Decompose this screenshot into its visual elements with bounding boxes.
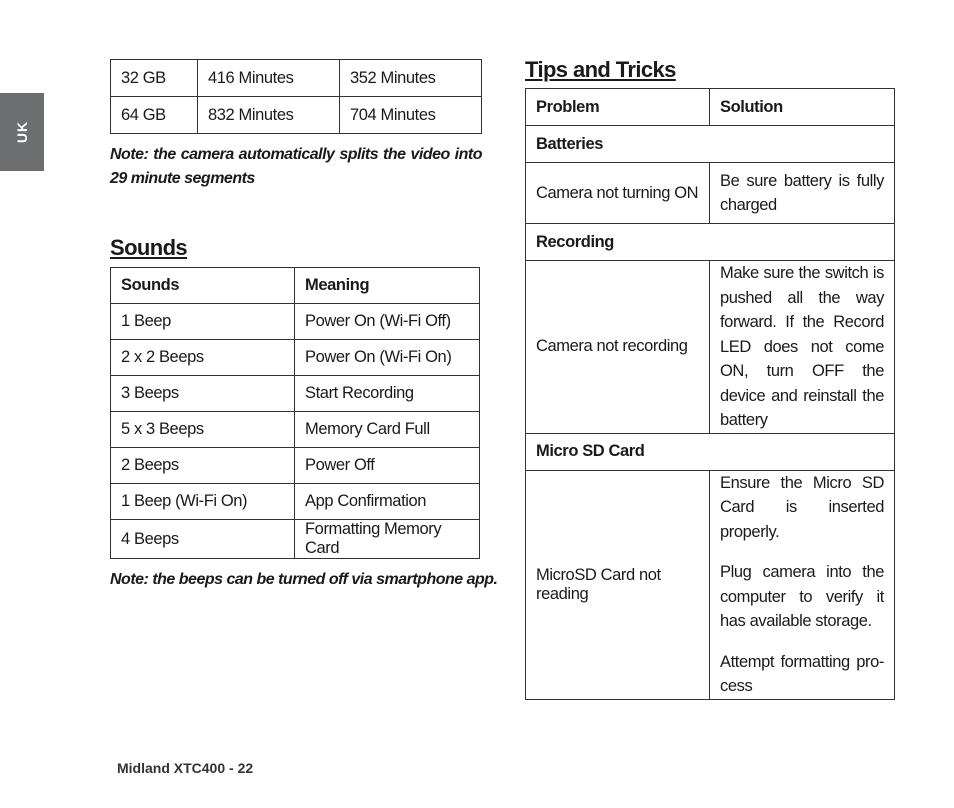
table-cell: Formatting Memory Card bbox=[295, 520, 480, 559]
table-cell: 352 Minutes bbox=[340, 60, 482, 97]
table-cell: 4 Beeps bbox=[111, 520, 295, 559]
tips-table bbox=[525, 88, 895, 700]
table-cell: App Confirmation bbox=[295, 484, 480, 520]
table-row bbox=[111, 412, 480, 448]
table-cell: 32 GB bbox=[111, 60, 198, 97]
solution-text: Ensure the Micro SD Card is inserted properly. bbox=[720, 473, 884, 541]
column-header-sounds: Sounds bbox=[111, 268, 295, 304]
column-header-solution: Solution bbox=[710, 89, 895, 126]
table-row bbox=[111, 448, 480, 484]
table-cell: 2 Beeps bbox=[111, 448, 295, 484]
table-cell: 64 GB bbox=[111, 97, 198, 134]
table-cell: 5 x 3 Beeps bbox=[111, 412, 295, 448]
column-header-problem: Problem bbox=[526, 89, 710, 126]
language-tab-label: UK bbox=[13, 120, 30, 144]
recording-time-table bbox=[110, 59, 482, 134]
table-cell: Memory Card Full bbox=[295, 412, 480, 448]
problem-cell: MicroSD Card not reading bbox=[526, 470, 710, 699]
section-row bbox=[526, 126, 895, 163]
solution-cell bbox=[710, 470, 895, 699]
table-cell: Power Off bbox=[295, 448, 480, 484]
column-header-meaning: Meaning bbox=[295, 268, 480, 304]
table-row bbox=[526, 470, 895, 699]
section-row bbox=[526, 433, 895, 470]
table-cell: Power On (Wi-Fi On) bbox=[295, 340, 480, 376]
table-cell: 832 Minutes bbox=[198, 97, 340, 134]
table-cell: 704 Minutes bbox=[340, 97, 482, 134]
table-cell: 1 Beep (Wi-Fi On) bbox=[111, 484, 295, 520]
section-title-micro-sd: Micro SD Card bbox=[526, 433, 895, 470]
table-header-row bbox=[526, 89, 895, 126]
table-row bbox=[111, 484, 480, 520]
sounds-note: Note: the beeps can be turned off via smartphone app. bbox=[110, 571, 498, 588]
table-row bbox=[111, 376, 480, 412]
solution-text: Be sure battery is fully charged bbox=[720, 171, 884, 214]
solution-cell bbox=[710, 163, 895, 224]
section-row bbox=[526, 224, 895, 261]
table-cell: 2 x 2 Beeps bbox=[111, 340, 295, 376]
solution-text: Plug camera into the computer to verify it has available storage. bbox=[720, 563, 884, 630]
table-cell: 3 Beeps bbox=[111, 376, 295, 412]
table-row bbox=[111, 97, 482, 134]
section-title-recording: Recording bbox=[526, 224, 895, 261]
language-tab bbox=[0, 93, 44, 171]
table-header-row bbox=[111, 268, 480, 304]
storage-note: Note: the camera automatically splits the video into 29 minute segments bbox=[110, 146, 482, 187]
table-row bbox=[111, 340, 480, 376]
table-cell: 1 Beep bbox=[111, 304, 295, 340]
table-cell: Power On (Wi-Fi Off) bbox=[295, 304, 480, 340]
problem-cell: Camera not turning ON bbox=[526, 163, 710, 224]
table-row bbox=[111, 520, 480, 559]
solution-text: Attempt formatting pro-cess bbox=[720, 652, 884, 695]
page-footer: Midland XTC400 - 22 bbox=[117, 760, 254, 776]
table-row bbox=[111, 60, 482, 97]
sounds-heading: Sounds bbox=[110, 235, 188, 260]
table-row bbox=[526, 163, 895, 224]
table-row bbox=[111, 304, 480, 340]
solution-text: Make sure the switch is pushed all the way forward. If the Record LED does not come ON, turn OFF the device and reinstall the battery bbox=[720, 264, 884, 429]
sounds-table bbox=[110, 267, 480, 559]
table-row bbox=[526, 261, 895, 434]
table-cell: 416 Minutes bbox=[198, 60, 340, 97]
tips-heading: Tips and Tricks bbox=[525, 57, 676, 82]
section-title-batteries: Batteries bbox=[526, 126, 895, 163]
solution-cell bbox=[710, 261, 895, 434]
table-cell: Start Recording bbox=[295, 376, 480, 412]
problem-cell: Camera not recording bbox=[526, 261, 710, 434]
